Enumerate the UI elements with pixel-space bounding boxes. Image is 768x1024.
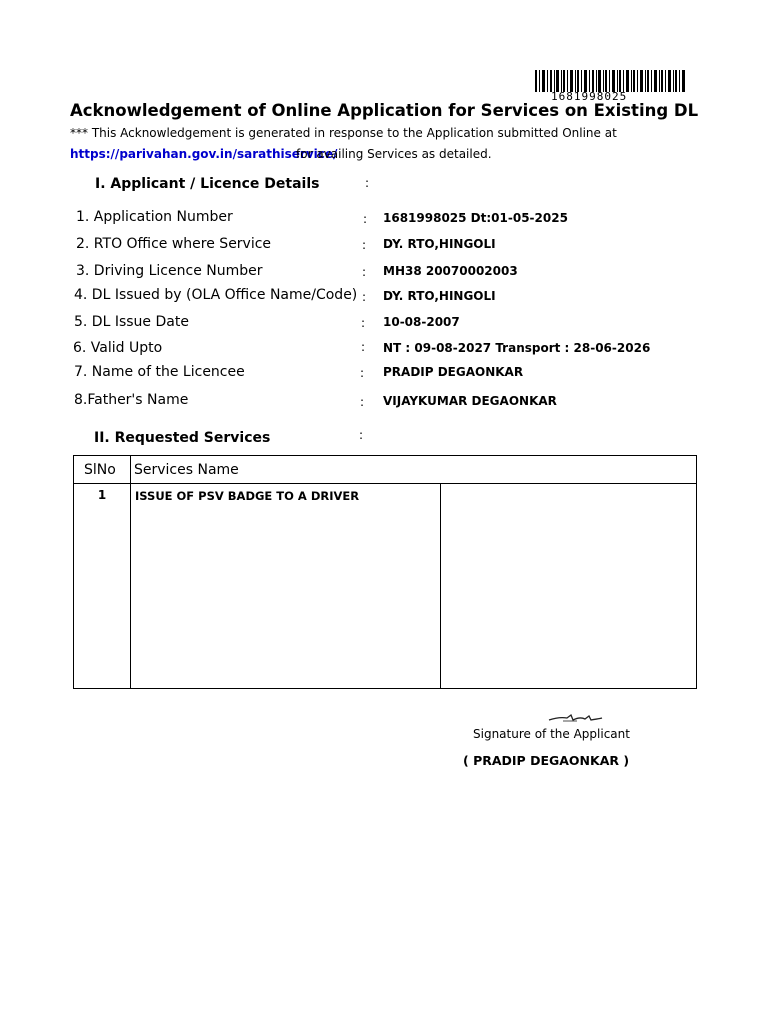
- parivahan-link[interactable]: https://parivahan.gov.in/sarathiservice/: [70, 147, 338, 161]
- field-value-dl-issue-date: 10-08-2007: [383, 315, 460, 329]
- field-value-rto-office: DY. RTO,HINGOLI: [383, 237, 496, 251]
- signature-label: Signature of the Applicant: [473, 727, 630, 741]
- barcode-image: [535, 70, 685, 92]
- field-label-rto-office: 2. RTO Office where Service: [76, 236, 272, 252]
- field-label-valid-upto: 6. Valid Upto: [73, 340, 163, 356]
- field-value-application-number: 1681998025 Dt:01-05-2025: [383, 211, 568, 225]
- field-value-father-name: VIJAYKUMAR DEGAONKAR: [383, 394, 557, 408]
- field-value-valid-upto: NT : 09-08-2027 Transport : 28-06-2026: [383, 341, 651, 355]
- services-table: [73, 455, 697, 689]
- section-colon: :: [365, 176, 370, 190]
- field-label-dl-number: 3. Driving Licence Number: [76, 263, 263, 279]
- field-colon: :: [363, 212, 368, 226]
- field-colon: :: [361, 316, 366, 330]
- acknowledgement-note-suffix: for availing Services as detailed.: [296, 147, 492, 161]
- field-label-licencee-name: 7. Name of the Licencee: [74, 364, 245, 380]
- field-colon: :: [360, 366, 365, 380]
- header-slno: SlNo: [74, 456, 131, 484]
- barcode-number: 1681998025: [551, 90, 628, 103]
- field-colon: :: [360, 395, 365, 409]
- document-title: Acknowledgement of Online Application for Services on Existing DL: [70, 101, 699, 120]
- field-label-application-number: 1. Application Number: [76, 209, 233, 225]
- section-applicant-details-title: I. Applicant / Licence Details: [95, 176, 320, 192]
- services-table-header: [74, 456, 697, 484]
- field-colon: :: [362, 238, 367, 252]
- acknowledgement-note: *** This Acknowledgement is generated in response to the Application submitted Online at: [70, 126, 617, 140]
- field-colon: :: [362, 265, 367, 279]
- field-label-dl-issued-by: 4. DL Issued by (OLA Office Name/Code): [74, 287, 358, 303]
- field-label-father-name: 8.Father's Name: [74, 392, 189, 408]
- signature-image: [547, 711, 603, 725]
- signature-applicant-name: ( PRADIP DEGAONKAR ): [463, 753, 630, 768]
- field-value-licencee-name: PRADIP DEGAONKAR: [383, 365, 524, 379]
- field-value-dl-number: MH38 20070002003: [383, 264, 518, 278]
- header-services-name: Services Name: [131, 456, 697, 484]
- field-colon: :: [362, 290, 367, 304]
- row-empty-cell: [441, 484, 697, 689]
- field-label-dl-issue-date: 5. DL Issue Date: [74, 314, 189, 330]
- section-requested-services-title: II. Requested Services: [94, 430, 271, 446]
- table-row: [74, 484, 697, 689]
- row-slno: 1: [74, 484, 131, 689]
- row-service-name: ISSUE OF PSV BADGE TO A DRIVER: [131, 484, 441, 689]
- field-value-dl-issued-by: DY. RTO,HINGOLI: [383, 289, 496, 303]
- section-colon: :: [359, 428, 364, 442]
- field-colon: :: [361, 340, 366, 354]
